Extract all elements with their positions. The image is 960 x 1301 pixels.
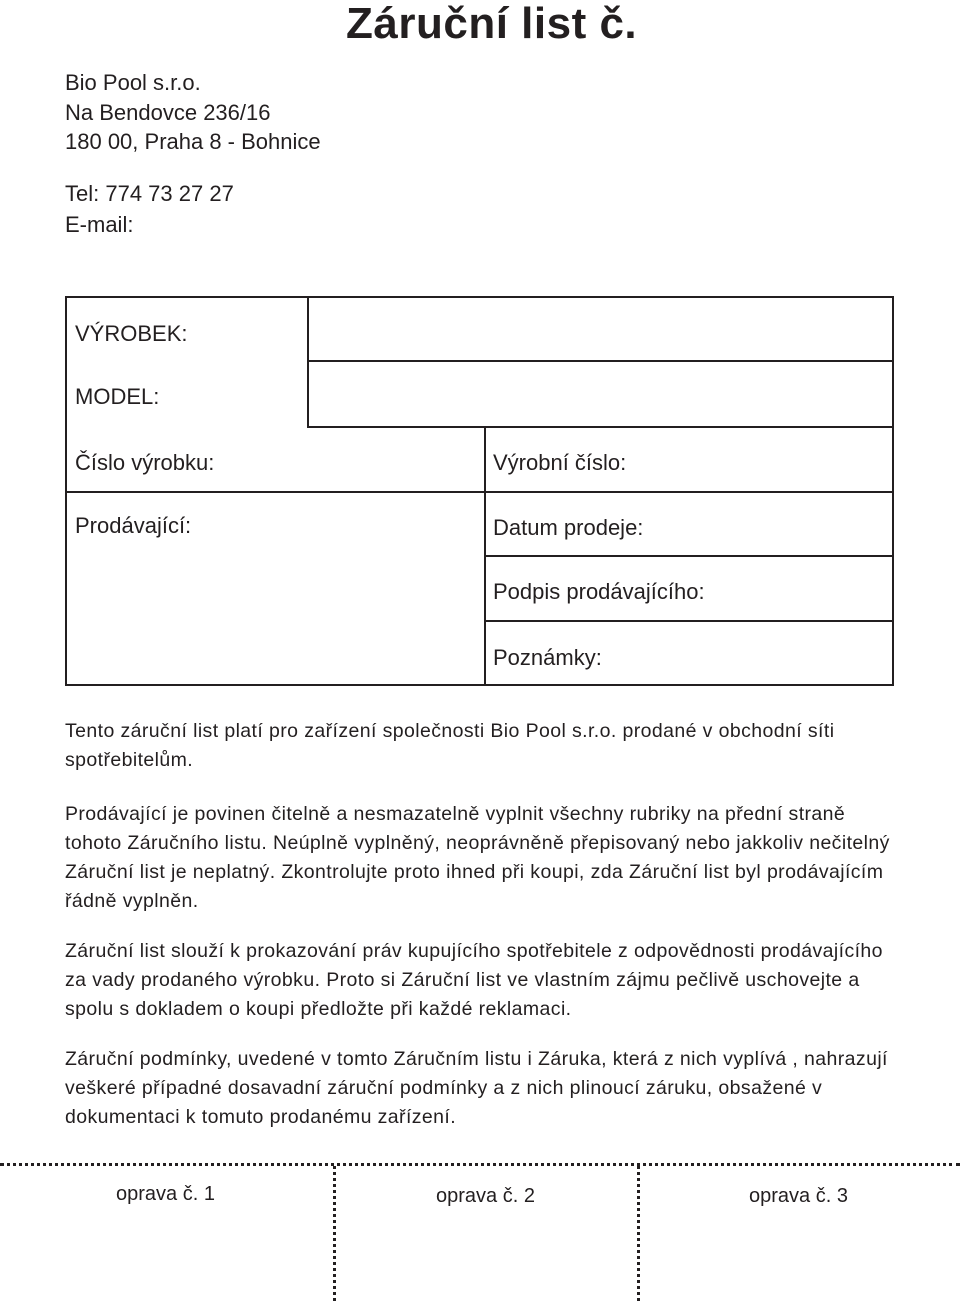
company-street: Na Bendovce 236/16 — [65, 99, 271, 125]
dotted-column-divider — [333, 1166, 336, 1301]
model-label: MODEL: — [75, 384, 160, 409]
notes-label: Poznámky: — [493, 645, 602, 670]
form-row-divider — [67, 491, 894, 493]
company-email: E-mail: — [65, 212, 134, 237]
form-column-divider — [484, 428, 486, 686]
seller-label: Prodávající: — [75, 513, 192, 538]
company-city: 180 00, Praha 8 - Bohnice — [65, 129, 321, 154]
document-title: Záruční list č. — [346, 0, 638, 48]
company-contact — [65, 178, 234, 240]
company-phone: Tel: 774 73 27 27 — [65, 181, 234, 206]
correction-label-3: oprava č. 3 — [749, 1185, 848, 1207]
product-number-label: Číslo výrobku: — [75, 450, 215, 475]
correction-label-1: oprava č. 1 — [116, 1183, 215, 1205]
sale-date-label: Datum prodeje: — [493, 515, 644, 540]
terms-paragraph-4: Záruční podmínky, uvedené v tomto Záručním listu i Záruka, která z nich vyplívá , nahrazují veškeré případné dosavadní záruční podmínky a z nich plinoucí záruku, obsažené v dokumentaci k tomuto prodanému zařízení. — [65, 1048, 888, 1128]
product-value-field[interactable] — [309, 298, 894, 360]
form-row-divider — [484, 620, 894, 622]
seller-signature-label: Podpis prodávajícího: — [493, 579, 705, 604]
serial-number-label: Výrobní číslo: — [493, 450, 627, 475]
terms-paragraph-1: Tento záruční list platí pro zařízení společnosti Bio Pool s.r.o. prodané v obchodní síti spotřebitelům. — [65, 720, 835, 771]
form-row-divider — [484, 555, 894, 557]
terms-paragraph-3: Záruční list slouží k prokazování práv kupujícího spotřebitele z odpovědnosti prodávajícího za vady prodaného výrobku. Proto si Záruční list ve vlastním zájmu pečlivě uschovejte a spolu s dokladem o koupi předložte při každé reklamaci. — [65, 940, 883, 1020]
dotted-column-divider — [637, 1166, 640, 1301]
company-name: Bio Pool s.r.o. — [65, 70, 201, 95]
dotted-separator — [0, 1163, 960, 1166]
company-address — [65, 68, 321, 157]
form-row-divider — [307, 426, 894, 428]
product-label: VÝROBEK: — [75, 321, 188, 346]
correction-label-2: oprava č. 2 — [436, 1185, 535, 1207]
terms-paragraph-2: Prodávající je povinen čitelně a nesmazatelně vyplnit všechny rubriky na přední straně tohoto Záručního listu. Neúplně vyplněný, neoprávněně přepisovaný nebo jakkoliv nečitelný Záruční list je neplatný. Zkontrolujte proto ihned při koupi, zda Záruční list byl prodávajícím řádně vyplněn. — [65, 803, 890, 912]
warranty-form — [65, 296, 894, 686]
model-value-field[interactable] — [309, 362, 894, 426]
